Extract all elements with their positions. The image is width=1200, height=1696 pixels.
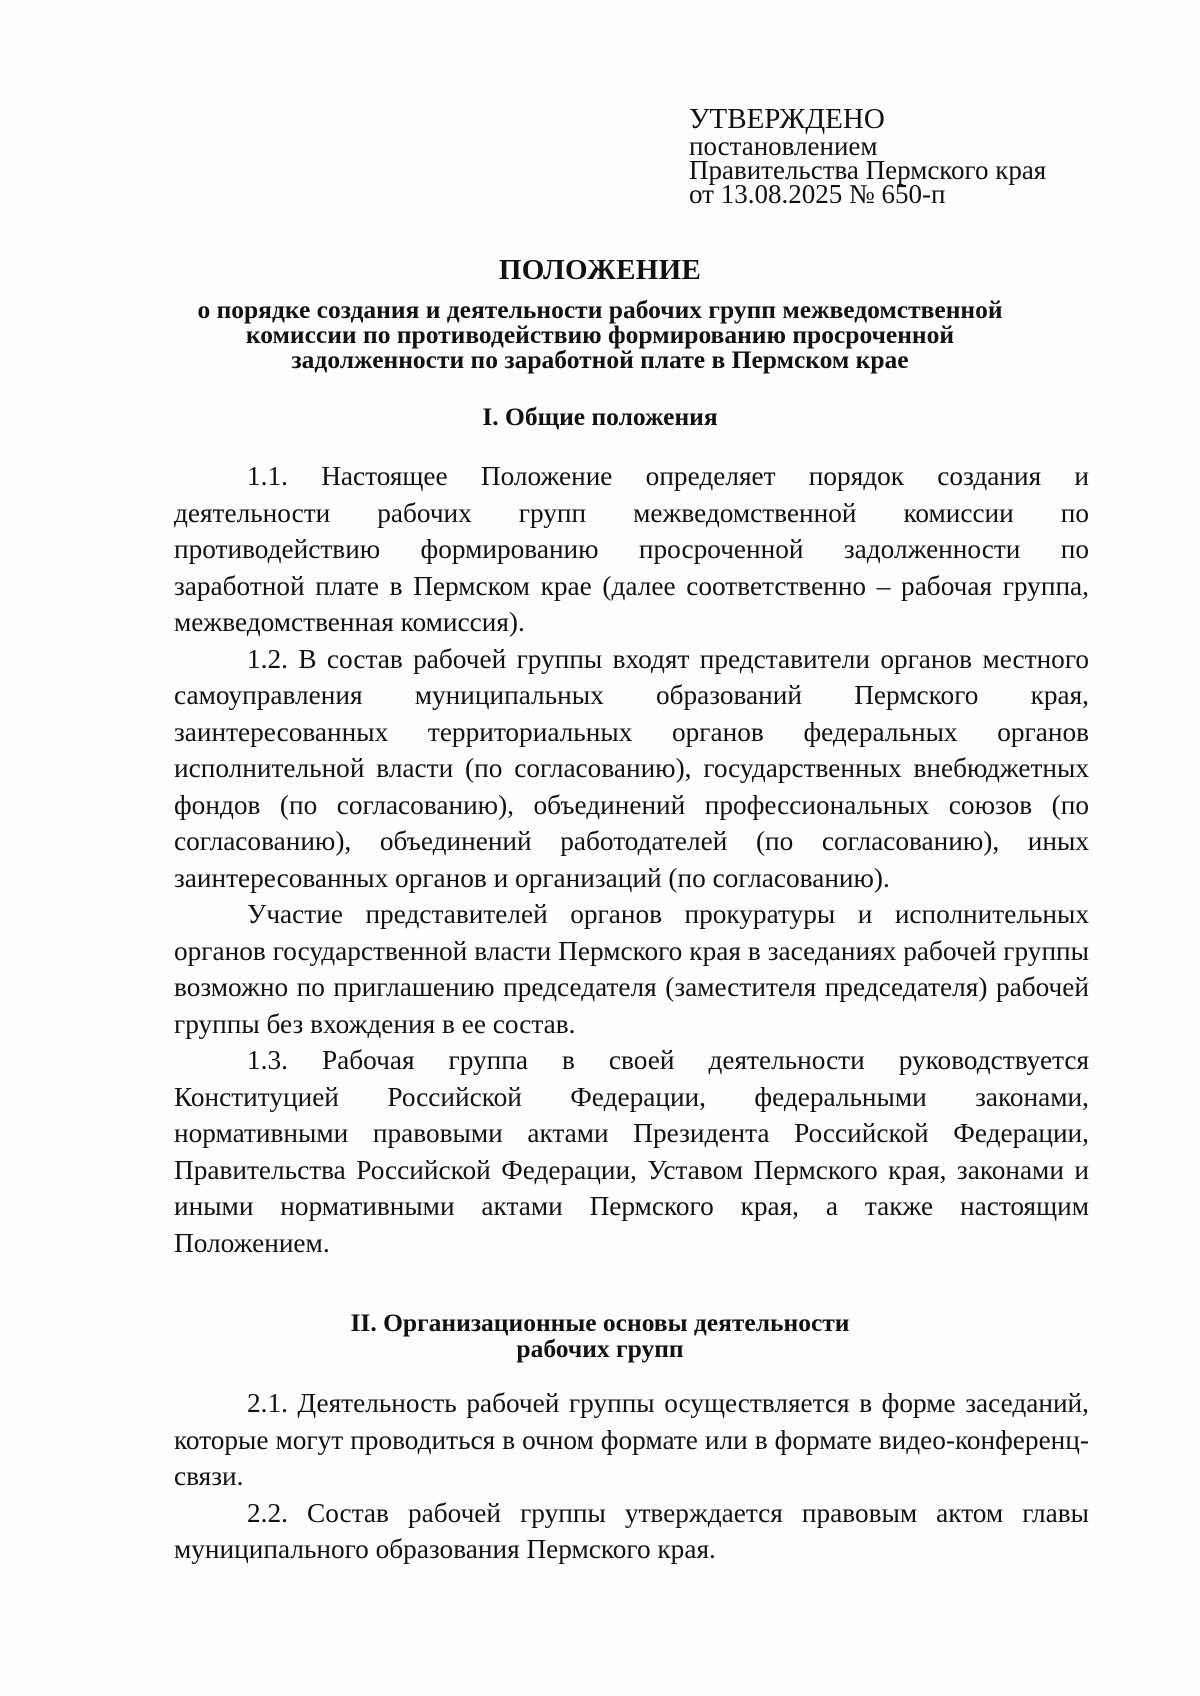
paragraph-1-1: 1.1. Настоящее Положение определяет порядок создания и деятельности рабочих групп межведомственной комиссии по противодействию формированию просроченной задолженности по заработной плате в Пермском крае (далее соответственно – рабочая группа, межведомственная комиссия). [174, 461, 1089, 637]
subtitle-line: о порядке создания и деятельности рабочих групп межведомственной [197, 295, 1003, 324]
paragraph-1-2-participation: Участие представителей органов прокуратуры и исполнительных органов государственной власти Пермского края в заседаниях рабочей группы возможно по приглашению председателя (заместителя председателя) рабочей группы без вхождения в ее состав. [174, 899, 1089, 1039]
approval-line: Правительства Пермского края [689, 155, 1047, 185]
section-2-heading-line: рабочих групп [516, 1334, 684, 1363]
section-1-heading: I. Общие положения [482, 402, 718, 431]
section-2-body [174, 1385, 1089, 1568]
document-title: ПОЛОЖЕНИЕ [498, 254, 702, 286]
approval-heading: УТВЕРЖДЕНО [689, 103, 885, 135]
paragraph-1-3: 1.3. Рабочая группа в своей деятельности руководствуется Конституцией Российской Федерации, федеральными законами, нормативными правовыми актами Президента Российской Федерации, Правительства Российской Федерации, Уставом Пермского края, законами и иными нормативными актами Пермского края, а также настоящим Положением. [174, 1045, 1089, 1258]
document-subtitle [150, 297, 1050, 372]
section-2-heading [150, 1310, 1050, 1362]
subtitle-line: задолженности по заработной плате в Пермском крае [291, 345, 909, 374]
subtitle-line: комиссии по противодействию формированию просроченной [245, 320, 955, 349]
approval-line: от 13.08.2025 № 650-п [689, 179, 946, 209]
section-2-heading-line: II. Организационные основы деятельности [350, 1308, 850, 1337]
approval-stamp [689, 103, 1047, 209]
paragraph-2-1: 2.1. Деятельность рабочей группы осуществляется в форме заседаний, которые могут проводиться в очном формате или в формате видео-конференц-связи. [174, 1388, 1089, 1491]
section-1-body [174, 458, 1089, 1261]
paragraph-1-2: 1.2. В состав рабочей группы входят представители органов местного самоуправления муниципальных образований Пермского края, заинтересованных территориальных органов федеральных органов исполнительной власти (по согласованию), государственных внебюджетных фондов (по согласованию), объединений профессиональных союзов (по согласованию), объединений работодателей (по согласованию), иных заинтересованных органов и организаций (по согласованию). [174, 643, 1089, 893]
approval-line: постановлением [689, 131, 878, 161]
paragraph-2-2: 2.2. Состав рабочей группы утверждается правовым актом главы муниципального образования Пермского края. [174, 1497, 1089, 1564]
